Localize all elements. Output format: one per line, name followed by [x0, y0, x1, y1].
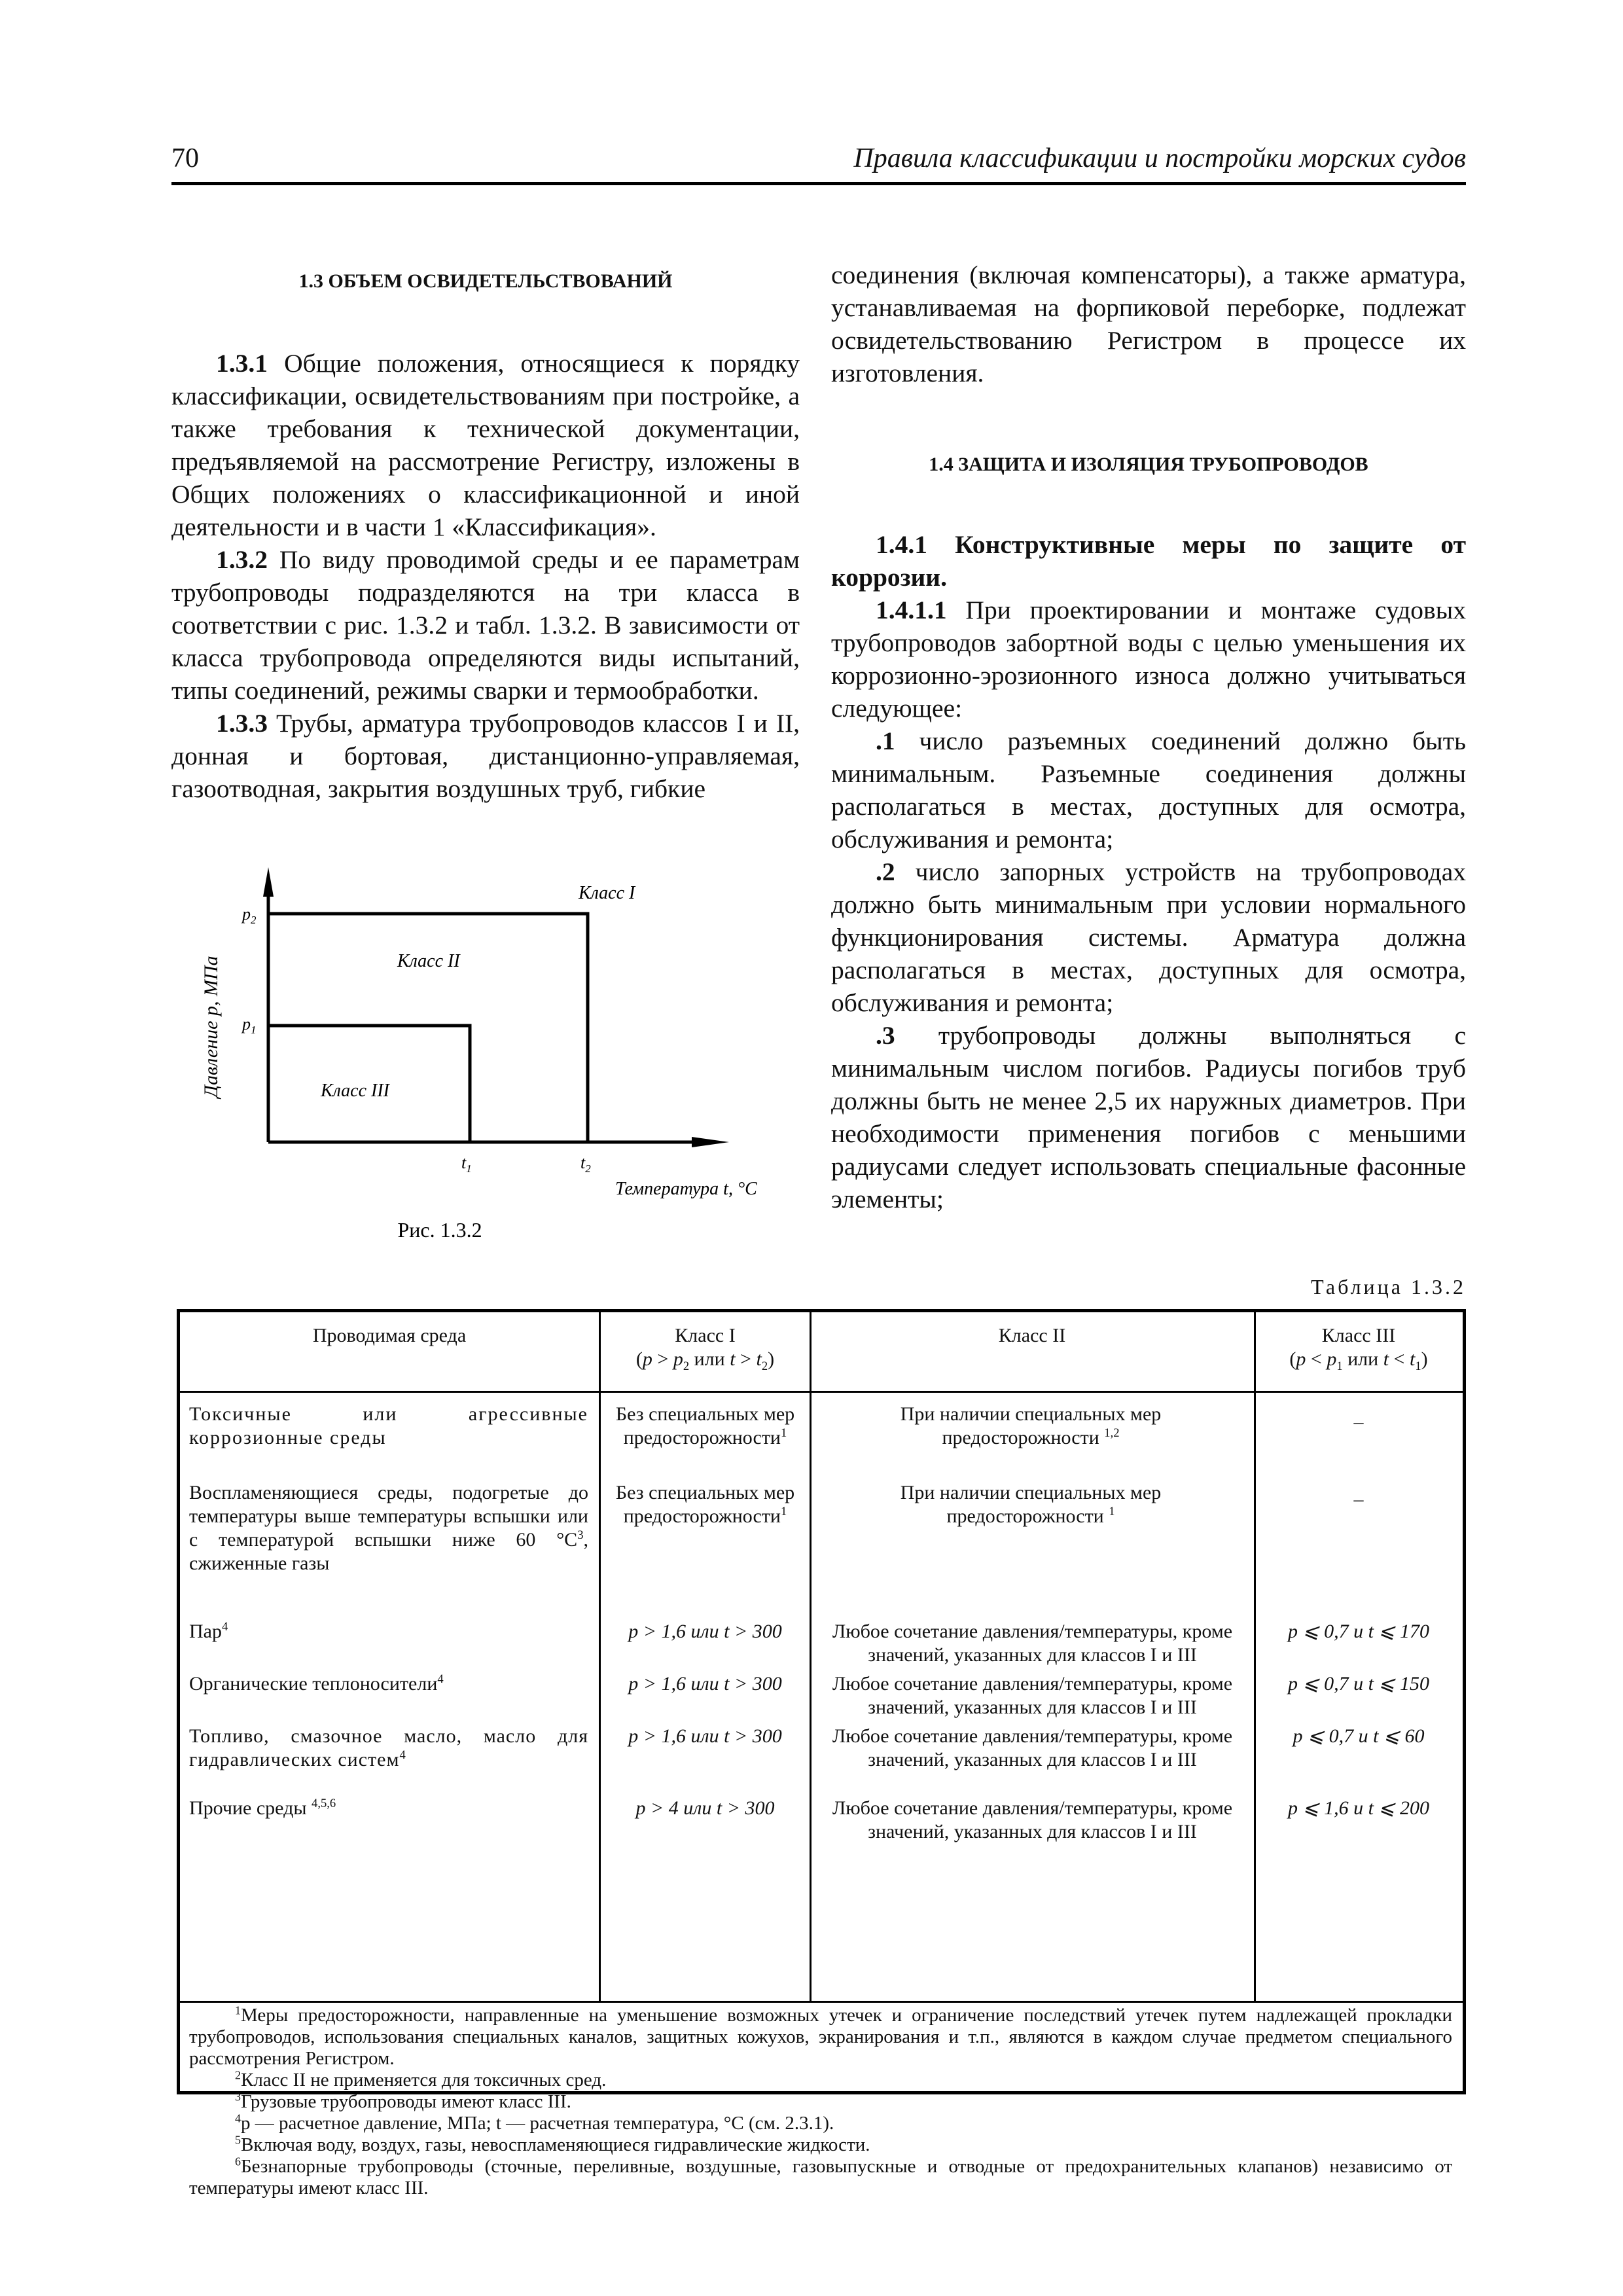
- y-axis-label: Давление p, МПа: [200, 956, 222, 1098]
- left-column: [171, 265, 800, 805]
- table-row-4-medium: Органические теплоносители$^4$: [189, 1672, 444, 1695]
- table-row-1-class-iii: –: [1353, 1411, 1364, 1433]
- table-row-1-class-ii: При наличии специальных мер предосторожности $^{1,2}$: [900, 1403, 1162, 1448]
- table-row-2-class-ii: При наличии специальных мер предосторожности $^1$: [900, 1482, 1162, 1527]
- class-i-label: Класс I: [579, 883, 635, 903]
- note-2: $^2$Класс II не применяется для токсичных сред.: [235, 2068, 607, 2090]
- table-1-3-2: [177, 1309, 1466, 2198]
- header-class-ii: Класс II: [998, 1325, 1066, 1346]
- paragraph-1-3-3-cont: соединения (включая компенсаторы), а также арматура, устанавливаемая на форпиковой переборке, подлежат освидетельствованию Регистром в процессе их изготовления.: [831, 260, 1466, 387]
- table-row-1-class-i: Без специальных мер предосторожности$^1$: [615, 1403, 795, 1448]
- table-row-5-class-iii: p ⩽ 0,7 и t ⩽ 60: [1293, 1725, 1425, 1747]
- x-axis-arrow: [692, 1137, 729, 1147]
- table-row-2-class-iii: –: [1353, 1488, 1364, 1510]
- page-header: [171, 143, 1466, 185]
- table-row-2-class-i: Без специальных мер предосторожности$^1$: [615, 1482, 795, 1527]
- table-row-4-class-ii: Любое сочетание давления/температуры, кроме значений, указанных для классов I и III: [832, 1673, 1233, 1718]
- table-row-6-medium: Прочие среды $^{4,5,6}$: [189, 1797, 336, 1819]
- y-axis-arrow: [263, 867, 274, 897]
- paragraph-1-4-1-1: 1.4.1.1 При проектировании и монтаже судовых трубопроводов забортной воды с целью уменьшения их коррозионно-эрозионного износа должно учитываться следующее:: [831, 596, 1466, 723]
- t1-label: $t_1$: [461, 1153, 472, 1175]
- table-row-5-class-i: p > 1,6 или t > 300: [628, 1725, 782, 1747]
- class-ii-label: Класс II: [397, 951, 460, 971]
- note-3: $^3$Грузовые трубопроводы имеют класс III.: [235, 2090, 571, 2112]
- table-row-3-class-ii: Любое сочетание давления/температуры, кроме значений, указанных для классов I и III: [832, 1621, 1233, 1666]
- table-row-6-class-iii: p ⩽ 1,6 и t ⩽ 200: [1287, 1797, 1430, 1819]
- table-row-5-class-ii: Любое сочетание давления/температуры, кроме значений, указанных для классов I и III: [832, 1725, 1233, 1770]
- table-row-3-medium: Пар$^4$: [189, 1620, 228, 1642]
- figure-caption: Рис. 1.3.2: [397, 1218, 482, 1242]
- section-title-1-4: 1.4 ЗАЩИТА И ИЗОЛЯЦИЯ ТРУБОПРОВОДОВ: [929, 454, 1368, 475]
- paragraph-1-3-2: 1.3.2 По виду проводимой среды и ее параметрам трубопроводы подразделяются на три класса в соответствии с рис. 1.3.2 и табл. 1.3.2. В зависимости от класса трубопровода определяются виды испытаний, типы соединений, режимы сварки и термообработки.: [171, 545, 800, 705]
- col-divider: [599, 1312, 601, 2001]
- x-axis-label: Температура t, °C: [615, 1179, 757, 1199]
- table-row-4-class-i: p > 1,6 или t > 300: [628, 1673, 782, 1695]
- paragraph-1-4-1: 1.4.1 Конструктивные меры по защите от коррозии.: [831, 530, 1466, 592]
- table-row-1-medium: Токсичные или агрессивные коррозионные среды: [189, 1403, 588, 1448]
- table-caption: Таблица 1.3.2: [1311, 1275, 1466, 1299]
- class-iii-label: Класс III: [321, 1081, 389, 1101]
- table-row-6-class-ii: Любое сочетание давления/температуры, кроме значений, указанных для классов I и III: [832, 1797, 1233, 1842]
- header-class-i: Класс I ($p > p_2$ или $t > t_2$): [635, 1325, 775, 1373]
- table-notes: [189, 2005, 1452, 2199]
- table-row-3-class-i: p > 1,6 или t > 300: [628, 1621, 782, 1642]
- right-column: [831, 259, 1466, 1215]
- table-row-2-medium: Воспламеняющиеся среды, подогретые до температуры выше температуры вспышки или с температурой вспышки ниже 60 $^\circ С^3$, сжиженные газы: [189, 1482, 588, 1574]
- list-item-1: .1 число разъемных соединений должно быть минимальным. Разъемные соединения должны располагаться в местах, доступных для осмотра, обслуживания и ремонта;: [831, 726, 1466, 853]
- header-medium: Проводимая среда: [312, 1325, 467, 1346]
- section-title-1-3: 1.3 ОБЪЕМ ОСВИДЕТЕЛЬСТВОВАНИЙ: [298, 270, 673, 292]
- header-class-iii: Класс III ($p < p_1$ или $t < t_1$): [1289, 1325, 1428, 1373]
- figure-pipeline-classes: [171, 861, 800, 1253]
- note-4: $^4$p — расчетное давление, МПа; t — расчетная температура, °С (см. 2.3.1).: [235, 2111, 834, 2134]
- table-row-5-medium: Топливо, смазочное масло, масло для гидравлических систем$^4$: [189, 1725, 588, 1770]
- page-number: 70: [171, 143, 199, 173]
- class-boundary-p2-t2: [268, 914, 588, 1142]
- table-row-4-class-iii: p ⩽ 0,7 и t ⩽ 150: [1287, 1673, 1430, 1695]
- list-item-2: .2 число запорных устройств на трубопроводах должно быть минимальным при условии нормального функционирования системы. Арматура должна располагаться в местах, доступных для осмотра, обслуживания и ремонта;: [831, 857, 1466, 1017]
- p2-label: $p_2$: [242, 905, 257, 926]
- table-row-6-class-i: p > 4 или t > 300: [635, 1797, 775, 1819]
- col-divider: [1254, 1312, 1256, 2001]
- running-title: Правила классификации и постройки морских судов: [853, 143, 1466, 173]
- col-divider: [810, 1312, 812, 2001]
- paragraph-1-3-3: 1.3.3 Трубы, арматура трубопроводов классов I и II, донная и бортовая, дистанционно-управляемая, газоотводная, закрытия воздушных труб, гибкие: [171, 709, 800, 803]
- header-divider: [180, 1391, 1463, 1393]
- note-6: $^6$Безнапорные трубопроводы (сточные, переливные, воздушные, газовыпускные и отводные от предохранительных клапанов) независимо от температуры имеют класс III.: [189, 2155, 1452, 2198]
- t2-label: $t_2$: [580, 1153, 591, 1175]
- list-item-3: .3 трубопроводы должны выполняться с минимальным числом погибов. Радиусы погибов труб должны быть не менее 2,5 их наружных диаметров. При необходимости применения погибов с меньшими радиусами следует использовать специальные фасонные элементы;: [831, 1021, 1466, 1213]
- paragraph-1-3-1: 1.3.1 Общие положения, относящиеся к порядку классификации, освидетельствованиям при постройке, а также требования к технической документации, предъявляемой на рассмотрение Регистру, изложены в Общих положениях о классификационной и иной деятельности и в части 1 «Классификация».: [171, 349, 800, 541]
- table-row-3-class-iii: p ⩽ 0,7 и t ⩽ 170: [1287, 1621, 1430, 1642]
- notes-divider: [180, 2001, 1463, 2003]
- p1-label: $p_1$: [242, 1014, 257, 1036]
- note-5: $^5$Включая воду, воздух, газы, невоспламеняющиеся гидравлические жидкости.: [235, 2133, 870, 2155]
- note-1: $^1$Меры предосторожности, направленные на уменьшение возможных утечек и ограничение последствий утечек путем надлежащей прокладки трубопроводов, использования специальных каналов, защитных кожухов, экранирования и т.п., являются в каждом случае предметом специального рассмотрения Регистром.: [189, 2003, 1452, 2069]
